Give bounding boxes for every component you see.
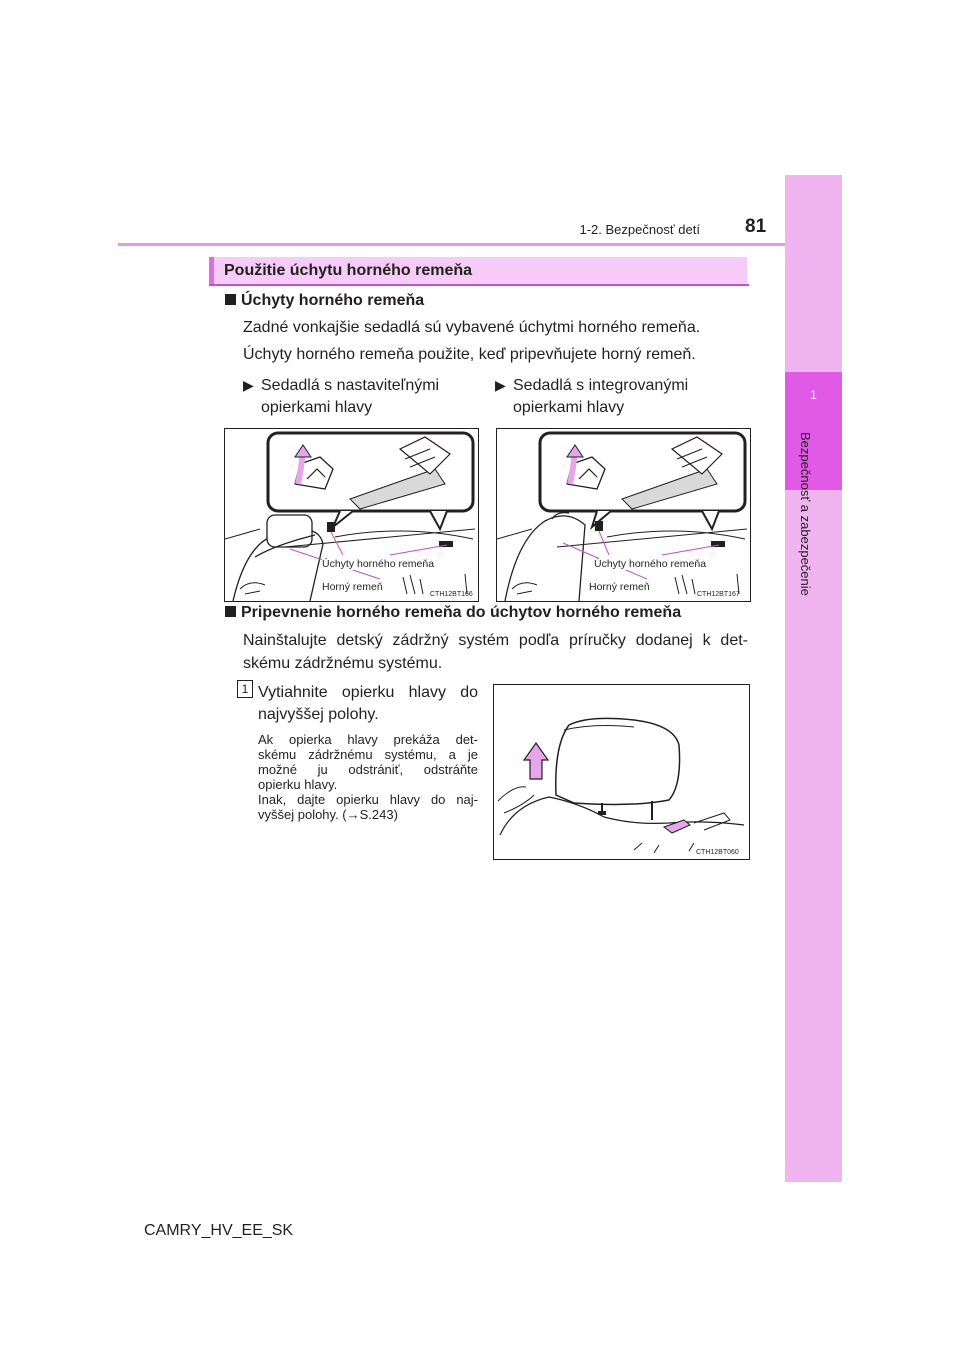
section-title-underline (209, 284, 749, 286)
part1-line1: Zadné vonkajšie sedadlá sú vybavené úchytmi horného remeňa. (243, 319, 701, 336)
chapter-title: Bezpečnosť a zabezpečenie (798, 432, 813, 596)
page-number: 81 (745, 216, 767, 237)
part2-line1: Nainštalujte detský zádržný systém podľa príručky dodanej k det- (243, 632, 748, 649)
section-title-bar (209, 257, 214, 284)
fig2-id: CTH12BT167 (697, 591, 740, 598)
step1-note5: Inak, dajte opierku hlavy do naj- (258, 792, 478, 807)
part1-heading: Úchyty horného remeňa (225, 292, 424, 310)
fig2-strap-label: Horný remeň (589, 581, 650, 593)
fig3-id: CTH12BT060 (696, 849, 739, 856)
figure-headrest-raise (493, 684, 750, 860)
section-title: Použitie úchytu horného remeňa (224, 262, 473, 279)
fig1-anchor-label: Úchyty horného remeňa (322, 558, 435, 570)
fig1-id: CTH12BT166 (430, 591, 473, 598)
left-col-caption: ▶ Sedadlá s nastaviteľnými opierkami hlavy (243, 377, 440, 416)
step1-note6: vyššej polohy. (→S.243) (258, 807, 398, 822)
figure-adjustable-headrest (224, 428, 479, 602)
part2-line2: skému zádržnému systému. (243, 655, 443, 672)
figure-integrated-headrest (496, 428, 751, 602)
figure-adjustable-headrest-illustration (225, 429, 478, 601)
square-bullet-icon (225, 606, 236, 617)
triangle-bullet-icon: ▶ (495, 377, 506, 393)
section-header: 1-2. Bezpečnosť detí (579, 222, 700, 237)
header-rule (118, 243, 785, 246)
step1-note4: opierku hlavy. (258, 777, 338, 792)
right-col-caption: ▶ Sedadlá s integrovanými opierkami hlavy (495, 377, 689, 416)
triangle-bullet-icon: ▶ (243, 377, 254, 393)
step1-note3: možné ju odstrániť, odstráňte (258, 762, 478, 777)
step1-line2: najvyššej polohy. (258, 706, 379, 723)
part1-line2: Úchyty horného remeňa použite, keď pripevňujete horný remeň. (243, 346, 696, 363)
step1-note1: Ak opierka hlavy prekáža det- (258, 732, 478, 747)
footer-model-code: CAMRY_HV_EE_SK (144, 1222, 294, 1239)
step1-line1: Vytiahnite opierku hlavy do (258, 684, 478, 701)
square-bullet-icon (225, 294, 236, 305)
part2-heading: Pripevnenie horného remeňa do úchytov horného remeňa (225, 604, 681, 622)
figure-integrated-headrest-illustration (497, 429, 750, 601)
figure-headrest-raise-illustration (494, 685, 749, 859)
fig2-anchor-label: Úchyty horného remeňa (594, 558, 707, 570)
step1-note2: skému zádržnému systému, a je (258, 747, 478, 762)
side-tab-strip (785, 175, 842, 1182)
fig1-strap-label: Horný remeň (322, 581, 383, 593)
step-number-box: 1 (237, 680, 253, 698)
chapter-number: 1 (810, 388, 817, 402)
